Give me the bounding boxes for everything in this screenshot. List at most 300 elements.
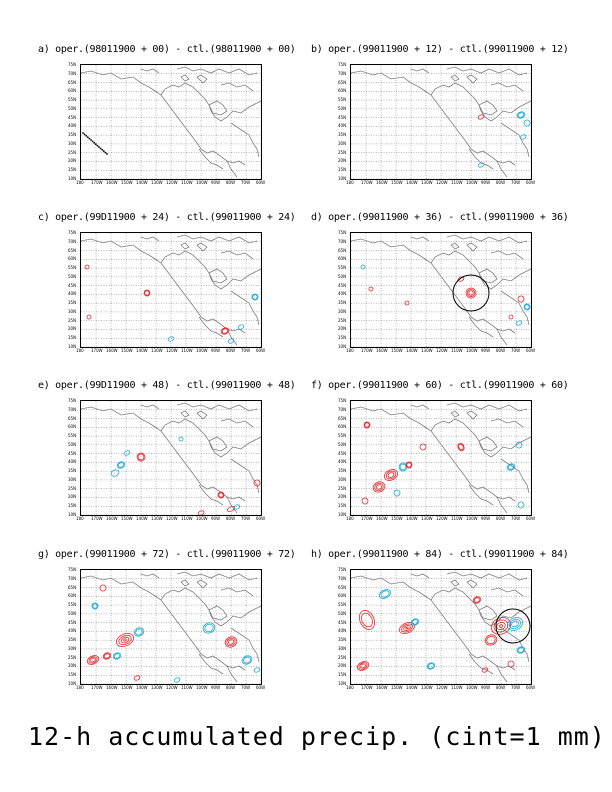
negative-contour xyxy=(511,620,520,628)
lat-tick-label: 55N xyxy=(338,265,347,271)
lon-tick-label: 70W xyxy=(241,516,251,521)
lon-tick-label: 120W xyxy=(166,348,178,353)
map-svg xyxy=(81,233,261,347)
lat-tick-label: 30N xyxy=(68,476,77,482)
lon-tick-label: 80W xyxy=(496,685,506,690)
negative-contour xyxy=(360,264,365,269)
coastline xyxy=(209,269,227,283)
coastline xyxy=(451,580,459,586)
lon-tick-label: 110W xyxy=(451,516,463,521)
lon-tick-label: 80W xyxy=(226,180,236,185)
lat-tick-label: 30N xyxy=(68,140,77,146)
lat-tick-label: 40N xyxy=(338,291,347,297)
positive-contour xyxy=(363,421,371,429)
lat-tick-label: 20N xyxy=(68,158,77,164)
coastline xyxy=(479,437,497,451)
positive-contour xyxy=(217,491,225,499)
track-point xyxy=(90,139,92,141)
negative-contour xyxy=(110,469,120,478)
lat-tick-label: 35N xyxy=(68,300,77,306)
lon-tick-label: 100W xyxy=(196,180,208,185)
coastline xyxy=(141,237,159,241)
coastline xyxy=(501,123,529,157)
lon-tick-label: 100W xyxy=(466,348,478,353)
negative-contour xyxy=(380,590,390,599)
track-point xyxy=(85,135,87,137)
map-svg xyxy=(351,570,531,684)
lon-tick-label: 130W xyxy=(151,685,163,690)
coastline xyxy=(81,407,237,513)
lat-tick-label: 40N xyxy=(68,628,77,634)
coastline xyxy=(197,411,207,419)
negative-contour xyxy=(516,111,526,120)
lon-tick-label: 160W xyxy=(106,685,118,690)
lon-tick-label: 150W xyxy=(121,516,133,521)
lat-tick-label: 30N xyxy=(338,140,347,146)
lon-tick-label: 90W xyxy=(211,180,221,185)
lon-tick-label: 140W xyxy=(136,180,148,185)
lon-tick-label: 120W xyxy=(436,685,448,690)
coastline xyxy=(181,75,189,81)
lon-tick-label: 90W xyxy=(481,516,491,521)
lat-tick-label: 75N xyxy=(68,567,77,572)
coastline xyxy=(467,580,477,588)
track-point xyxy=(95,143,97,145)
positive-contour xyxy=(102,652,112,661)
lat-tick-label: 45N xyxy=(68,619,77,625)
lat-tick-label: 15N xyxy=(338,503,347,509)
lon-tick-label: 100W xyxy=(466,180,478,185)
lat-tick-label: 55N xyxy=(68,433,77,439)
lon-tick-label: 180 xyxy=(76,685,84,690)
lon-tick-label: 160W xyxy=(376,180,388,185)
lat-tick-label: 55N xyxy=(338,602,347,608)
coastline xyxy=(351,239,507,345)
lon-tick-label: 140W xyxy=(406,348,418,353)
lat-tick-label: 30N xyxy=(68,645,77,651)
positive-contour xyxy=(517,295,525,303)
coastline xyxy=(227,161,245,165)
lat-tick-label: 20N xyxy=(338,326,347,332)
lat-tick-label: 75N xyxy=(338,567,347,572)
lat-tick-label: 35N xyxy=(338,468,347,474)
lon-tick-label: 130W xyxy=(421,685,433,690)
map-panel xyxy=(80,400,262,516)
lat-tick-label: 60N xyxy=(338,256,347,262)
positive-contour xyxy=(99,584,107,592)
positive-contour xyxy=(117,633,132,646)
coastline xyxy=(209,437,227,451)
lon-tick-label: 160W xyxy=(376,348,388,353)
lat-tick-label: 15N xyxy=(338,672,347,678)
lon-tick-label: 150W xyxy=(391,685,403,690)
lon-tick-label: 150W xyxy=(121,180,133,185)
negative-contour xyxy=(133,626,145,637)
panel-title: d) oper.(99011900 + 36) - ctl.(99011900 + 36) xyxy=(311,212,569,223)
lon-tick-label: 140W xyxy=(136,348,148,353)
lat-tick-label: 25N xyxy=(68,149,77,155)
map-svg xyxy=(81,570,261,684)
map-svg xyxy=(351,401,531,515)
lat-tick-label: 40N xyxy=(68,123,77,129)
coastline xyxy=(451,243,459,249)
lat-tick-label: 25N xyxy=(338,485,347,491)
lon-tick-label: 170W xyxy=(361,348,373,353)
lat-tick-label: 10N xyxy=(338,344,347,349)
coastline xyxy=(227,497,245,501)
lon-tick-label: 150W xyxy=(121,348,133,353)
lon-tick-label: 80W xyxy=(226,516,236,521)
negative-contour xyxy=(253,667,260,673)
coastline xyxy=(501,459,529,493)
coastline xyxy=(479,101,497,115)
lat-tick-label: 25N xyxy=(68,317,77,323)
coastline xyxy=(221,83,253,91)
lat-tick-label: 40N xyxy=(338,459,347,465)
lat-tick-label: 45N xyxy=(68,450,77,456)
lat-tick-label: 10N xyxy=(68,681,77,686)
panel-title: f) oper.(99011900 + 60) - ctl.(99011900 + 60) xyxy=(311,380,569,391)
positive-contour xyxy=(86,314,91,319)
negative-contour xyxy=(112,652,122,661)
lat-tick-label: 40N xyxy=(68,459,77,465)
negative-contour xyxy=(233,504,240,510)
lat-tick-label: 20N xyxy=(338,158,347,164)
positive-contour xyxy=(419,443,427,451)
lon-tick-label: 120W xyxy=(166,180,178,185)
positive-contour xyxy=(228,639,235,645)
negative-contour xyxy=(523,303,531,311)
lon-tick-label: 70W xyxy=(241,685,251,690)
positive-contour xyxy=(457,442,466,452)
lon-tick-label: 120W xyxy=(436,180,448,185)
lat-tick-label: 25N xyxy=(338,654,347,660)
positive-contour xyxy=(368,286,373,291)
lon-tick-label: 80W xyxy=(496,180,506,185)
lat-tick-label: 65N xyxy=(68,247,77,253)
lon-tick-label: 170W xyxy=(361,685,373,690)
map-panel xyxy=(80,232,262,348)
coastline xyxy=(411,69,429,73)
negative-contour xyxy=(517,501,525,509)
map-panel xyxy=(350,400,532,516)
negative-contour xyxy=(477,162,484,168)
map-panel xyxy=(350,232,532,348)
negative-contour xyxy=(506,463,516,472)
positive-contour xyxy=(223,635,238,649)
lon-tick-label: 80W xyxy=(226,685,236,690)
lon-tick-label: 100W xyxy=(196,348,208,353)
map-svg xyxy=(351,65,531,179)
lon-tick-label: 80W xyxy=(496,348,506,353)
lat-tick-label: 15N xyxy=(338,335,347,341)
lat-tick-label: 55N xyxy=(338,433,347,439)
panel-title: h) oper.(99011900 + 84) - ctl.(99011900 + 84) xyxy=(311,549,569,560)
panel-title: c) oper.(99D11900 + 24) - ctl.(99011900 + 24) xyxy=(38,212,296,223)
lon-tick-label: 60W xyxy=(526,516,536,521)
positive-contour xyxy=(356,660,370,672)
lon-tick-label: 140W xyxy=(406,516,418,521)
lat-tick-label: 50N xyxy=(68,610,77,616)
lat-tick-label: 65N xyxy=(68,415,77,421)
negative-contour xyxy=(426,662,436,671)
lat-tick-label: 55N xyxy=(68,602,77,608)
lon-tick-label: 70W xyxy=(241,180,251,185)
coastline xyxy=(467,411,477,419)
lon-tick-label: 180 xyxy=(346,180,354,185)
coastline xyxy=(221,251,253,259)
lat-tick-label: 70N xyxy=(68,238,77,244)
lon-tick-label: 130W xyxy=(421,516,433,521)
lon-tick-label: 110W xyxy=(181,180,193,185)
positive-contour xyxy=(481,667,488,673)
coastline xyxy=(491,588,523,596)
lon-tick-label: 110W xyxy=(451,685,463,690)
lon-tick-label: 140W xyxy=(136,685,148,690)
lat-tick-label: 65N xyxy=(338,247,347,253)
lat-tick-label: 75N xyxy=(338,230,347,235)
coastline xyxy=(221,588,253,596)
coastline xyxy=(141,405,159,409)
lat-tick-label: 25N xyxy=(338,149,347,155)
lat-tick-label: 50N xyxy=(68,105,77,111)
lat-tick-label: 55N xyxy=(338,97,347,103)
coastline xyxy=(181,243,189,249)
coastline xyxy=(411,405,429,409)
panel-title: e) oper.(99D11900 + 48) - ctl.(99011900 + 48) xyxy=(38,380,296,391)
lon-tick-label: 180 xyxy=(76,348,84,353)
track-point xyxy=(103,150,105,152)
track-point xyxy=(100,148,102,150)
lon-tick-label: 170W xyxy=(361,180,373,185)
positive-contour xyxy=(371,480,386,494)
lon-tick-label: 80W xyxy=(496,516,506,521)
coastline xyxy=(221,419,253,427)
lon-tick-label: 90W xyxy=(481,685,491,690)
lon-tick-label: 130W xyxy=(421,348,433,353)
lat-tick-label: 50N xyxy=(338,610,347,616)
lon-tick-label: 120W xyxy=(436,348,448,353)
lat-tick-label: 15N xyxy=(68,672,77,678)
lat-tick-label: 15N xyxy=(68,503,77,509)
map-panel xyxy=(80,64,262,180)
lat-tick-label: 50N xyxy=(68,441,77,447)
coastline xyxy=(479,606,497,620)
negative-contour xyxy=(519,134,526,140)
track-point xyxy=(97,145,99,147)
coastline xyxy=(451,411,459,417)
map-svg xyxy=(81,65,261,179)
positive-contour xyxy=(508,314,513,319)
lat-tick-label: 50N xyxy=(68,273,77,279)
lon-tick-label: 60W xyxy=(256,348,266,353)
lon-tick-label: 110W xyxy=(181,516,193,521)
lon-tick-label: 170W xyxy=(91,180,103,185)
lat-tick-label: 65N xyxy=(338,584,347,590)
positive-contour xyxy=(383,468,400,483)
lat-tick-label: 60N xyxy=(338,424,347,430)
lat-tick-label: 60N xyxy=(338,88,347,94)
lon-tick-label: 160W xyxy=(106,348,118,353)
lat-tick-label: 45N xyxy=(68,282,77,288)
negative-contour xyxy=(91,602,99,610)
lat-tick-label: 65N xyxy=(338,415,347,421)
coastline xyxy=(491,83,523,91)
lon-tick-label: 130W xyxy=(151,516,163,521)
negative-contour xyxy=(123,450,130,456)
lon-tick-label: 130W xyxy=(151,180,163,185)
lat-tick-label: 70N xyxy=(68,406,77,412)
coastline xyxy=(209,606,227,620)
map-panel xyxy=(350,64,532,180)
lon-tick-label: 180 xyxy=(346,348,354,353)
track-point xyxy=(101,149,103,151)
coastline xyxy=(197,243,207,251)
positive-contour xyxy=(358,662,368,671)
lat-tick-label: 30N xyxy=(338,476,347,482)
coastline xyxy=(231,123,259,157)
positive-contour xyxy=(123,639,126,642)
coastline xyxy=(411,574,429,578)
coastline xyxy=(497,497,515,501)
track-point xyxy=(82,132,84,134)
track-point xyxy=(92,141,94,143)
lon-tick-label: 110W xyxy=(181,685,193,690)
lat-tick-label: 30N xyxy=(68,308,77,314)
lat-tick-label: 35N xyxy=(68,637,77,643)
lon-tick-label: 180 xyxy=(76,516,84,521)
lat-tick-label: 10N xyxy=(68,512,77,517)
coastline xyxy=(491,251,523,259)
coastline xyxy=(351,576,507,682)
lat-tick-label: 70N xyxy=(338,575,347,581)
lon-tick-label: 150W xyxy=(391,516,403,521)
negative-contour xyxy=(178,436,183,441)
coastline xyxy=(209,101,227,115)
coastline xyxy=(497,329,515,333)
lat-tick-label: 75N xyxy=(68,230,77,235)
negative-contour xyxy=(173,677,180,683)
lat-tick-label: 75N xyxy=(68,62,77,67)
lat-tick-label: 25N xyxy=(68,654,77,660)
lon-tick-label: 100W xyxy=(466,685,478,690)
lon-tick-label: 70W xyxy=(241,348,251,353)
lat-tick-label: 15N xyxy=(68,167,77,173)
panel-title: a) oper.(98011900 + 00) - ctl.(98011900 + 00) xyxy=(38,44,296,55)
lon-tick-label: 60W xyxy=(526,685,536,690)
lon-tick-label: 140W xyxy=(406,685,418,690)
lat-tick-label: 60N xyxy=(68,256,77,262)
coastline xyxy=(231,459,259,493)
lon-tick-label: 100W xyxy=(196,685,208,690)
coastline xyxy=(467,75,477,83)
negative-contour xyxy=(237,324,244,330)
lon-tick-label: 120W xyxy=(166,685,178,690)
lat-tick-label: 40N xyxy=(338,123,347,129)
negative-contour xyxy=(201,621,216,635)
lat-tick-label: 70N xyxy=(338,70,347,76)
lat-tick-label: 60N xyxy=(68,88,77,94)
lon-tick-label: 100W xyxy=(196,516,208,521)
lon-tick-label: 160W xyxy=(376,685,388,690)
track-point xyxy=(98,146,100,148)
lat-tick-label: 55N xyxy=(68,265,77,271)
track-point xyxy=(87,136,89,138)
coastline xyxy=(231,291,259,325)
positive-contour xyxy=(133,675,140,681)
track-point xyxy=(89,138,91,140)
lat-tick-label: 25N xyxy=(68,485,77,491)
lon-tick-label: 120W xyxy=(166,516,178,521)
lon-tick-label: 60W xyxy=(526,180,536,185)
lat-tick-label: 45N xyxy=(338,450,347,456)
lon-tick-label: 80W xyxy=(226,348,236,353)
lat-tick-label: 55N xyxy=(68,97,77,103)
lat-tick-label: 60N xyxy=(68,593,77,599)
lon-tick-label: 60W xyxy=(256,516,266,521)
negative-contour xyxy=(378,588,392,600)
lat-tick-label: 70N xyxy=(68,70,77,76)
positive-contour xyxy=(86,654,100,666)
lat-tick-label: 45N xyxy=(338,114,347,120)
lon-tick-label: 130W xyxy=(421,180,433,185)
lon-tick-label: 150W xyxy=(121,685,133,690)
lat-tick-label: 30N xyxy=(338,308,347,314)
map-svg xyxy=(81,401,261,515)
positive-contour xyxy=(114,631,135,649)
coastline xyxy=(81,576,237,682)
positive-contour xyxy=(361,497,369,505)
lat-tick-label: 10N xyxy=(338,681,347,686)
lon-tick-label: 90W xyxy=(211,516,221,521)
coastline xyxy=(141,69,159,73)
lon-tick-label: 90W xyxy=(211,348,221,353)
lat-tick-label: 35N xyxy=(338,300,347,306)
lon-tick-label: 70W xyxy=(511,516,521,521)
lat-tick-label: 65N xyxy=(68,79,77,85)
track-point xyxy=(93,142,95,144)
panel-title: b) oper.(99011900 + 12) - ctl.(99011900 + 12) xyxy=(311,44,569,55)
lon-tick-label: 60W xyxy=(526,348,536,353)
lon-tick-label: 160W xyxy=(106,180,118,185)
lon-tick-label: 90W xyxy=(481,348,491,353)
lat-tick-label: 20N xyxy=(338,663,347,669)
lon-tick-label: 130W xyxy=(151,348,163,353)
lon-tick-label: 160W xyxy=(106,516,118,521)
lat-tick-label: 35N xyxy=(338,637,347,643)
coastline xyxy=(451,75,459,81)
lon-tick-label: 170W xyxy=(91,516,103,521)
lon-tick-label: 160W xyxy=(376,516,388,521)
positive-contour xyxy=(84,264,89,269)
lat-tick-label: 30N xyxy=(338,645,347,651)
lon-tick-label: 100W xyxy=(466,516,478,521)
coastline xyxy=(491,419,523,427)
panel-title: g) oper.(99011900 + 72) - ctl.(99011900 + 72) xyxy=(38,549,296,560)
coastline xyxy=(181,411,189,417)
lat-tick-label: 70N xyxy=(338,238,347,244)
lon-tick-label: 120W xyxy=(436,516,448,521)
track-point xyxy=(106,153,108,155)
lat-tick-label: 25N xyxy=(338,317,347,323)
figure-caption: 12-h accumulated precip. (cint=1 mm) xyxy=(28,722,606,751)
lon-tick-label: 150W xyxy=(391,348,403,353)
lat-tick-label: 35N xyxy=(68,132,77,138)
map-panel xyxy=(80,569,262,685)
lat-tick-label: 20N xyxy=(68,494,77,500)
coastline xyxy=(227,666,245,670)
lat-tick-label: 20N xyxy=(68,663,77,669)
